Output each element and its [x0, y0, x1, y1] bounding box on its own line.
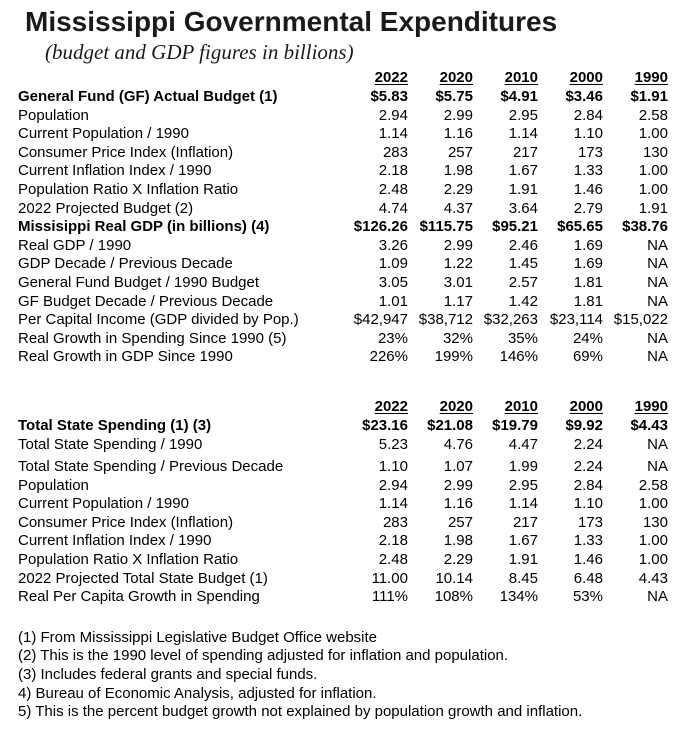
table-row: [18, 458, 668, 477]
cell-value: 35%: [507, 329, 538, 347]
cell-value: $32,263: [483, 311, 538, 329]
row-label: 2022 Projected Budget (2): [18, 199, 194, 217]
column-header-2020: 2020: [439, 398, 473, 416]
cell-value: $23.16: [362, 416, 408, 434]
cell-value: 2.95: [508, 476, 538, 494]
cell-value: 217: [512, 513, 538, 531]
cell-value: 24%: [572, 329, 603, 347]
column-header-2022: 2022: [374, 398, 408, 416]
table-row: [18, 200, 668, 219]
cell-value: 1.99: [508, 458, 538, 476]
cell-value: 1.81: [573, 273, 603, 291]
row-label: Current Inflation Index / 1990: [18, 532, 212, 550]
table2-header-row: [18, 393, 668, 417]
cell-value: 53%: [572, 588, 603, 606]
cell-value: 1.33: [573, 532, 603, 550]
table-row: [18, 532, 668, 551]
row-label: GF Budget Decade / Previous Decade: [18, 292, 274, 310]
cell-value: $5.83: [370, 88, 408, 105]
table-row: [18, 237, 668, 256]
cell-value: 10.14: [435, 569, 473, 587]
cell-value: 173: [577, 143, 603, 161]
footnote-2: (2) This is the 1990 level of spending adjusted for inflation and population.: [18, 647, 509, 665]
cell-value: 4.76: [443, 435, 473, 453]
cell-value: 2.29: [443, 551, 473, 569]
table1-header-row: [18, 64, 668, 88]
cell-value: 1.17: [443, 292, 473, 310]
cell-value: 1.14: [378, 495, 408, 513]
cell-value: NA: [647, 458, 668, 476]
cell-value: 1.14: [508, 125, 538, 143]
cell-value: NA: [647, 329, 668, 347]
row-label: Total State Spending / Previous Decade: [18, 458, 284, 476]
row-label: 2022 Projected Total State Budget (1): [18, 569, 268, 587]
cell-value: 1.09: [378, 255, 408, 273]
cell-value: 217: [512, 143, 538, 161]
cell-value: 3.01: [443, 273, 473, 291]
table-row: [18, 588, 668, 607]
table-row: [18, 551, 668, 570]
cell-value: 69%: [572, 348, 603, 366]
cell-value: 23%: [377, 329, 408, 347]
cell-value: 1.46: [573, 551, 603, 569]
cell-value: 1.69: [573, 255, 603, 273]
cell-value: $4.91: [500, 88, 538, 105]
cell-value: 1.69: [573, 236, 603, 254]
cell-value: $38,712: [418, 311, 473, 329]
cell-value: 1.91: [638, 199, 668, 217]
cell-value: 2.58: [638, 476, 668, 494]
cell-value: 11.00: [371, 569, 408, 587]
cell-value: 1.42: [508, 292, 538, 310]
table-row: [18, 436, 668, 455]
cell-value: $23,114: [549, 311, 603, 329]
column-header-2000: 2000: [569, 398, 603, 416]
cell-value: $4.43: [630, 416, 668, 434]
row-label: GDP Decade / Previous Decade: [18, 255, 233, 273]
cell-value: 130: [642, 143, 668, 161]
cell-value: $95.21: [492, 218, 538, 236]
column-header-2010: 2010: [504, 398, 538, 416]
cell-value: 2.99: [443, 476, 473, 494]
cell-value: NA: [647, 273, 668, 291]
row-label: Population: [18, 476, 89, 494]
row-label: General Fund Budget / 1990 Budget: [18, 273, 260, 291]
table-row: [18, 417, 668, 436]
table-row: [18, 570, 668, 589]
cell-value: 1.00: [638, 125, 668, 143]
cell-value: 2.46: [508, 236, 538, 254]
cell-value: $19.79: [492, 416, 538, 434]
row-label: Current Population / 1990: [18, 495, 189, 513]
cell-value: 2.99: [443, 106, 473, 124]
cell-value: 1.14: [378, 125, 408, 143]
table-row: [18, 330, 668, 349]
cell-value: 4.43: [638, 569, 668, 587]
cell-value: 2.95: [508, 106, 538, 124]
cell-value: 4.47: [508, 435, 538, 453]
cell-value: 1.00: [638, 180, 668, 198]
cell-value: $15,022: [613, 311, 668, 329]
row-label: Consumer Price Index (Inflation): [18, 513, 234, 531]
cell-value: $126.26: [353, 218, 408, 236]
cell-value: $38.76: [622, 218, 668, 236]
cell-value: $1.91: [630, 88, 668, 105]
cell-value: $42,947: [353, 311, 408, 329]
cell-value: 283: [382, 143, 408, 161]
column-header-2022: 2022: [374, 69, 408, 87]
column-header-2000: 2000: [569, 69, 603, 87]
row-label: Real Growth in GDP Since 1990: [18, 348, 233, 366]
cell-value: $5.75: [435, 88, 473, 105]
cell-value: $3.46: [565, 88, 603, 105]
cell-value: 3.05: [378, 273, 408, 291]
cell-value: 111%: [371, 588, 408, 606]
table-row: [18, 255, 668, 274]
cell-value: 1.98: [443, 532, 473, 550]
row-label: Population: [18, 106, 89, 124]
cell-value: 1.00: [638, 551, 668, 569]
cell-value: 1.16: [443, 495, 473, 513]
cell-value: 226%: [369, 348, 408, 366]
column-header-1990: 1990: [634, 69, 668, 87]
page-subtitle: (budget and GDP figures in billions): [45, 40, 354, 64]
cell-value: $115.75: [419, 218, 473, 236]
cell-value: 199%: [434, 348, 473, 366]
cell-value: 1.07: [443, 458, 473, 476]
cell-value: NA: [647, 435, 668, 453]
row-label: Real GDP / 1990: [18, 236, 132, 254]
footnote-3: (3) Includes federal grants and special funds.: [18, 666, 318, 684]
cell-value: 2.79: [573, 199, 603, 217]
cell-value: 2.94: [378, 476, 408, 494]
table-row: [18, 162, 668, 181]
table-row: [18, 495, 668, 514]
row-label: Population Ratio X Inflation Ratio: [18, 180, 239, 198]
cell-value: 3.64: [508, 199, 538, 217]
cell-value: 1.00: [638, 532, 668, 550]
cell-value: 1.00: [638, 495, 668, 513]
cell-value: 257: [447, 513, 473, 531]
cell-value: 1.16: [443, 125, 473, 143]
cell-value: 173: [577, 513, 603, 531]
cell-value: NA: [647, 292, 668, 310]
table-row: [18, 218, 668, 237]
cell-value: NA: [647, 588, 668, 606]
cell-value: 2.57: [508, 273, 538, 291]
cell-value: 2.18: [378, 532, 408, 550]
footnote-1: (1) From Mississippi Legislative Budget Office website: [18, 628, 378, 646]
cell-value: 108%: [434, 588, 473, 606]
cell-value: 2.94: [378, 106, 408, 124]
cell-value: 1.22: [443, 255, 473, 273]
cell-value: NA: [647, 348, 668, 366]
cell-value: 1.01: [378, 292, 408, 310]
cell-value: 2.48: [378, 180, 408, 198]
table-row: [18, 477, 668, 496]
table-row: [18, 348, 668, 367]
cell-value: 1.10: [573, 125, 603, 143]
cell-value: 2.99: [443, 236, 473, 254]
row-label: Per Capital Income (GDP divided by Pop.): [18, 311, 299, 329]
cell-value: 2.24: [573, 458, 603, 476]
cell-value: 4.74: [378, 199, 408, 217]
row-label: Real Growth in Spending Since 1990 (5): [18, 329, 287, 347]
cell-value: 32%: [442, 329, 473, 347]
table-row: [18, 293, 668, 312]
cell-value: 8.45: [508, 569, 538, 587]
cell-value: 1.67: [508, 532, 538, 550]
column-header-1990: 1990: [634, 398, 668, 416]
row-label: General Fund (GF) Actual Budget (1): [18, 88, 278, 105]
cell-value: 2.18: [378, 162, 408, 180]
row-label: Consumer Price Index (Inflation): [18, 143, 234, 161]
row-label: Total State Spending (1) (3): [18, 416, 212, 434]
row-label: Real Per Capita Growth in Spending: [18, 588, 260, 606]
cell-value: 1.81: [573, 292, 603, 310]
cell-value: 2.48: [378, 551, 408, 569]
cell-value: 146%: [499, 348, 538, 366]
column-header-2020: 2020: [439, 69, 473, 87]
row-label: Current Population / 1990: [18, 125, 189, 143]
cell-value: NA: [647, 236, 668, 254]
total-state-spending-table: [18, 393, 668, 607]
cell-value: 1.14: [508, 495, 538, 513]
cell-value: NA: [647, 255, 668, 273]
footnote-4: 4) Bureau of Economic Analysis, adjusted for inflation.: [18, 684, 377, 702]
cell-value: 2.24: [573, 435, 603, 453]
cell-value: 1.98: [443, 162, 473, 180]
cell-value: 257: [447, 143, 473, 161]
cell-value: 283: [382, 513, 408, 531]
cell-value: $65.65: [557, 218, 603, 236]
table-row: [18, 144, 668, 163]
cell-value: 2.29: [443, 180, 473, 198]
cell-value: 1.46: [573, 180, 603, 198]
table-row: [18, 181, 668, 200]
cell-value: $21.08: [427, 416, 473, 434]
cell-value: 1.33: [573, 162, 603, 180]
cell-value: 2.84: [573, 106, 603, 124]
row-label: Population Ratio X Inflation Ratio: [18, 551, 239, 569]
general-fund-table: [18, 64, 668, 367]
cell-value: 6.48: [573, 569, 603, 587]
cell-value: 1.10: [573, 495, 603, 513]
page-title: Mississippi Governmental Expenditures: [25, 6, 558, 37]
footnotes: [18, 629, 700, 722]
cell-value: 1.45: [508, 255, 538, 273]
column-header-2010: 2010: [504, 69, 538, 87]
cell-value: $9.92: [565, 416, 603, 434]
cell-value: 4.37: [443, 199, 473, 217]
table-row: [18, 514, 668, 533]
table-row: [18, 107, 668, 126]
cell-value: 130: [642, 513, 668, 531]
cell-value: 1.00: [638, 162, 668, 180]
table-row: [18, 88, 668, 107]
table-row: [18, 311, 668, 330]
cell-value: 3.26: [378, 236, 408, 254]
cell-value: 2.84: [573, 476, 603, 494]
row-label: Missisippi Real GDP (in billions) (4): [18, 218, 270, 236]
cell-value: 1.67: [508, 162, 538, 180]
table-row: [18, 274, 668, 293]
row-label: Total State Spending / 1990: [18, 435, 203, 453]
footnote-5: 5) This is the percent budget growth not explained by population growth and inflation.: [18, 703, 583, 721]
cell-value: 1.10: [378, 458, 408, 476]
cell-value: 1.91: [508, 180, 538, 198]
cell-value: 1.91: [508, 551, 538, 569]
cell-value: 2.58: [638, 106, 668, 124]
cell-value: 5.23: [378, 435, 408, 453]
cell-value: 134%: [499, 588, 538, 606]
row-label: Current Inflation Index / 1990: [18, 162, 212, 180]
table-row: [18, 125, 668, 144]
